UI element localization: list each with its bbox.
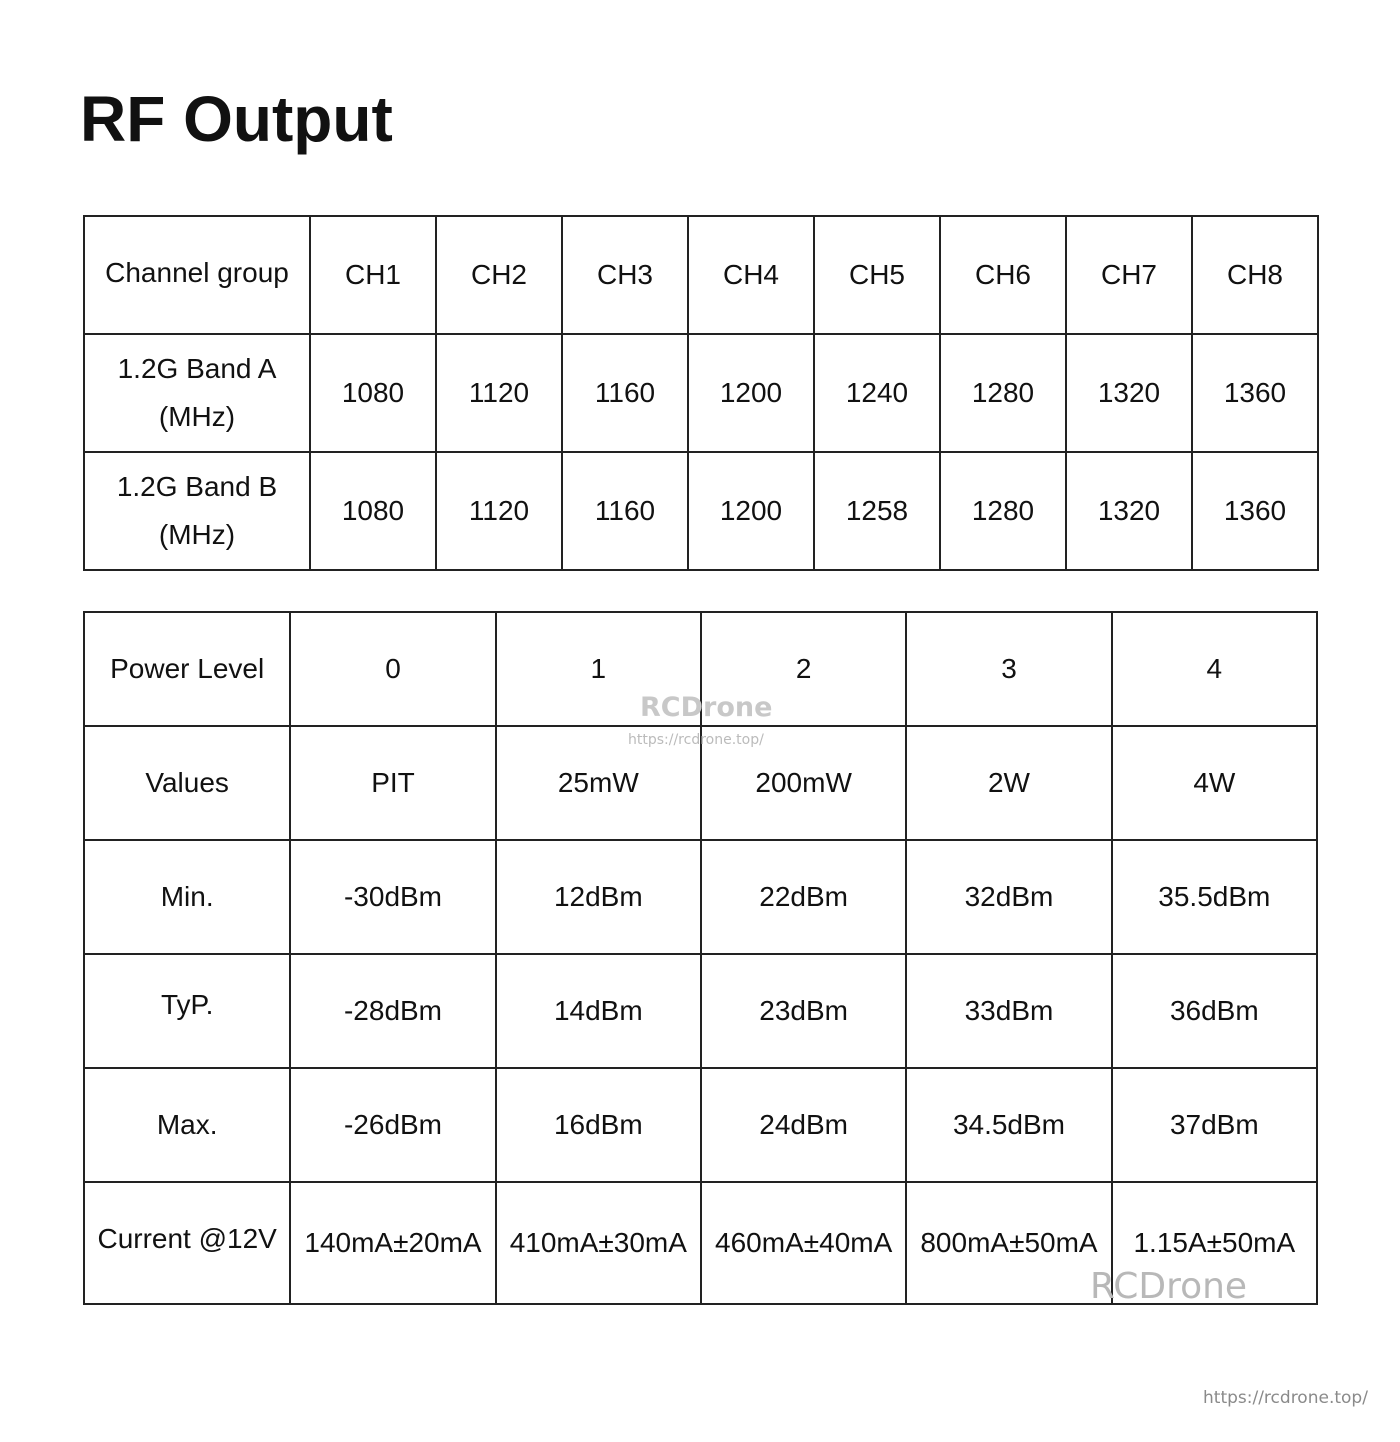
page-title: RF Output [80,83,393,155]
row-label-values: Values [84,726,290,840]
row-label-line1: 1.2G Band B [116,471,278,502]
table-cell: 2W [906,726,1111,840]
watermark-url-center: https://rcdrone.top/ [628,732,764,748]
header-cell-ch7: CH7 [1066,216,1192,334]
table-cell: 1120 [436,452,562,570]
table-cell: 1200 [688,452,814,570]
header-cell-channel-group: Channel group [84,216,310,334]
header-cell-ch2: CH2 [436,216,562,334]
header-cell-level-3: 3 [906,612,1111,726]
table-cell: 34.5dBm [906,1068,1111,1182]
row-label-current: Current @12V [84,1182,290,1304]
table-cell: 32dBm [906,840,1111,954]
table-cell: 1080 [310,452,436,570]
row-label-min: Min. [84,840,290,954]
header-cell-ch8: CH8 [1192,216,1318,334]
table-cell: 1160 [562,334,688,452]
table-cell: -26dBm [290,1068,495,1182]
table-cell: 16dBm [496,1068,701,1182]
table-cell: 14dBm [496,954,701,1068]
header-cell-level-1: 1 [496,612,701,726]
table-cell: 1240 [814,334,940,452]
table-cell: 1360 [1192,334,1318,452]
header-cell-ch3: CH3 [562,216,688,334]
row-label-typ: TyP. [84,954,290,1068]
table-header-row [84,216,1318,334]
table-cell: 1200 [688,334,814,452]
row-label-band-b [84,452,310,570]
header-cell-ch5: CH5 [814,216,940,334]
table-cell: 1080 [310,334,436,452]
table-cell: 1360 [1192,452,1318,570]
header-cell-ch1: CH1 [310,216,436,334]
table-cell: 140mA±20mA [290,1182,495,1304]
table-cell: 1320 [1066,334,1192,452]
table-cell: 1160 [562,452,688,570]
table-cell: 1258 [814,452,940,570]
table-cell: 1280 [940,452,1066,570]
watermark-brand-center: RCDrone [640,692,773,723]
table-cell: 33dBm [906,954,1111,1068]
watermark-url-corner: https://rcdrone.top/ [1203,1388,1368,1408]
header-cell-ch4: CH4 [688,216,814,334]
header-cell-ch6: CH6 [940,216,1066,334]
row-label-line2: (MHz) [158,519,236,550]
table-cell: 36dBm [1112,954,1317,1068]
table-cell: PIT [290,726,495,840]
table-cell: -30dBm [290,840,495,954]
table-cell: 410mA±30mA [496,1182,701,1304]
table-row-typ [84,954,1317,1068]
table-cell: 37dBm [1112,1068,1317,1182]
header-cell-level-0: 0 [290,612,495,726]
table-cell: 200mW [701,726,906,840]
table-cell: 35.5dBm [1112,840,1317,954]
table-cell: 800mA±50mA [906,1182,1111,1304]
table-cell: 24dBm [701,1068,906,1182]
header-cell-power-level: Power Level [84,612,290,726]
row-label-max: Max. [84,1068,290,1182]
table-cell: 12dBm [496,840,701,954]
table-row-band-b [84,452,1318,570]
table-cell: 1280 [940,334,1066,452]
header-cell-level-4: 4 [1112,612,1317,726]
watermark-brand-table: RCDrone [1090,1266,1248,1307]
table-row-min [84,840,1317,954]
table-cell: 1.15A±50mA [1112,1182,1317,1304]
row-label-line1: 1.2G Band A [117,353,277,384]
table-row-max [84,1068,1317,1182]
table-cell: 4W [1112,726,1317,840]
table-cell: 1120 [436,334,562,452]
row-label-line2: (MHz) [158,401,236,432]
table-cell: 23dBm [701,954,906,1068]
table-cell: 460mA±40mA [701,1182,906,1304]
table-cell: 22dBm [701,840,906,954]
row-label-band-a [84,334,310,452]
channel-frequency-table [83,215,1319,571]
table-row-band-a [84,334,1318,452]
header-cell-level-2: 2 [701,612,906,726]
table-cell: 25mW [496,726,701,840]
table-cell: -28dBm [290,954,495,1068]
table-cell: 1320 [1066,452,1192,570]
